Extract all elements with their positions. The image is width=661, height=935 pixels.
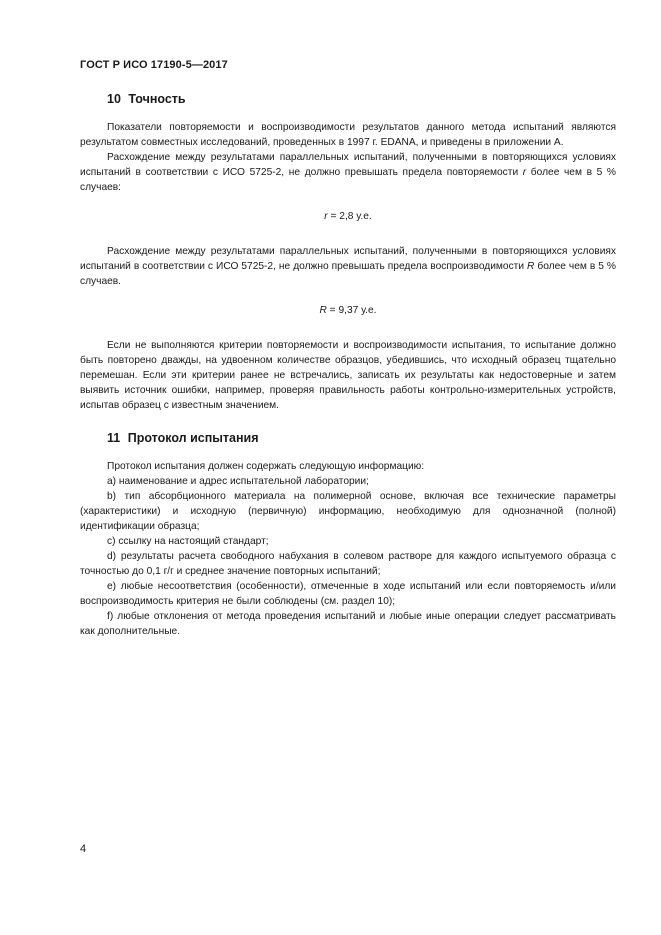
document-header: ГОСТ Р ИСО 17190-5—2017 [80,59,228,71]
page-content [80,88,616,639]
section-10-paragraph-3 [80,244,616,289]
paragraph-2-text-a: Расхождение между результатами параллельных испытаний, полученными в повторяющихся условиях испытаний в соответствии с ИСО 5725-2, не должно превышать предела повторяемости [80,152,616,178]
section-11-title: Протокол испытания [127,431,259,445]
list-item: b) тип абсорбционного материала на полимерной основе, включая все технические параметры (характеристики) и исходную (первичную) информацию, необходимую для однозначной (полной) идентификации образца; [80,491,616,532]
list-item: f) любые отклонения от метода проведения испытаний и любые иные операции следует рассматривать как дополнительные. [80,611,616,637]
list-item: a) наименование и адрес испытательной лаборатории; [107,476,369,487]
formula-2-variable: R [319,305,327,316]
paragraph-3-text-b: более чем в 5 % случаев. [80,261,616,287]
paragraph-3-text-a: Расхождение между результатами параллельных испытаний, полученными в повторяющихся условиях испытаний в соответствии с ИСО 5725-2, не должно превышать предела воспроизводимости [80,246,616,272]
list-item: d) результаты расчета свободного набухания в солевом растворе для каждого испытуемого образца с точностью до 0,1 г/г и среднее значение повторных испытаний; [80,551,616,577]
list-item: e) любые несоответствия (особенности), отмеченные в ходе испытаний или если повторяемость и/или воспроизводимость критерия не были соблюдены (см. раздел 10); [80,581,616,607]
section-10-paragraph-1: Показатели повторяемости и воспроизводимости результатов данного метода испытаний являются результатом совместных исследований, проведенных в 1997 г. EDANA, и приведены в приложении А. [80,122,616,148]
section-10-paragraph-2 [80,150,616,195]
section-10-number: 10 [107,92,121,106]
section-11-number: 11 [107,431,121,445]
section-10-paragraph-4: Если не выполняются критерии повторяемости и воспроизводимости испытания, то испытание должно быть повторено дважды, на удвоенном количестве образцов, убедившись, что исходный образец тщательно перемешан. Если эти критерии ранее не встречались, записать их результаты как недостоверные и затем выявить источник ошибки, например, проверяя правильность работы контрольно-измерительных устройств, испытав образец с известным значением. [80,340,616,411]
formula-1-variable: r [324,211,328,222]
paragraph-2-text-b: более чем в 5 % случаев: [80,167,616,193]
repeatability-formula [80,209,616,224]
section-10-title: Точность [128,92,186,106]
repeatability-symbol: r [522,167,527,178]
page-number: 4 [80,843,87,855]
list-item: c) ссылку на настоящий стандарт; [107,536,269,547]
reproducibility-formula [80,303,616,318]
section-10-heading [107,88,616,110]
section-11-heading [107,427,616,449]
reproducibility-symbol: R [527,261,535,272]
formula-1-value: = 2,8 у.е. [327,211,372,222]
formula-2-value: = 9,37 у.е. [326,305,377,316]
section-11-intro: Протокол испытания должен содержать следующую информацию: [107,461,425,472]
